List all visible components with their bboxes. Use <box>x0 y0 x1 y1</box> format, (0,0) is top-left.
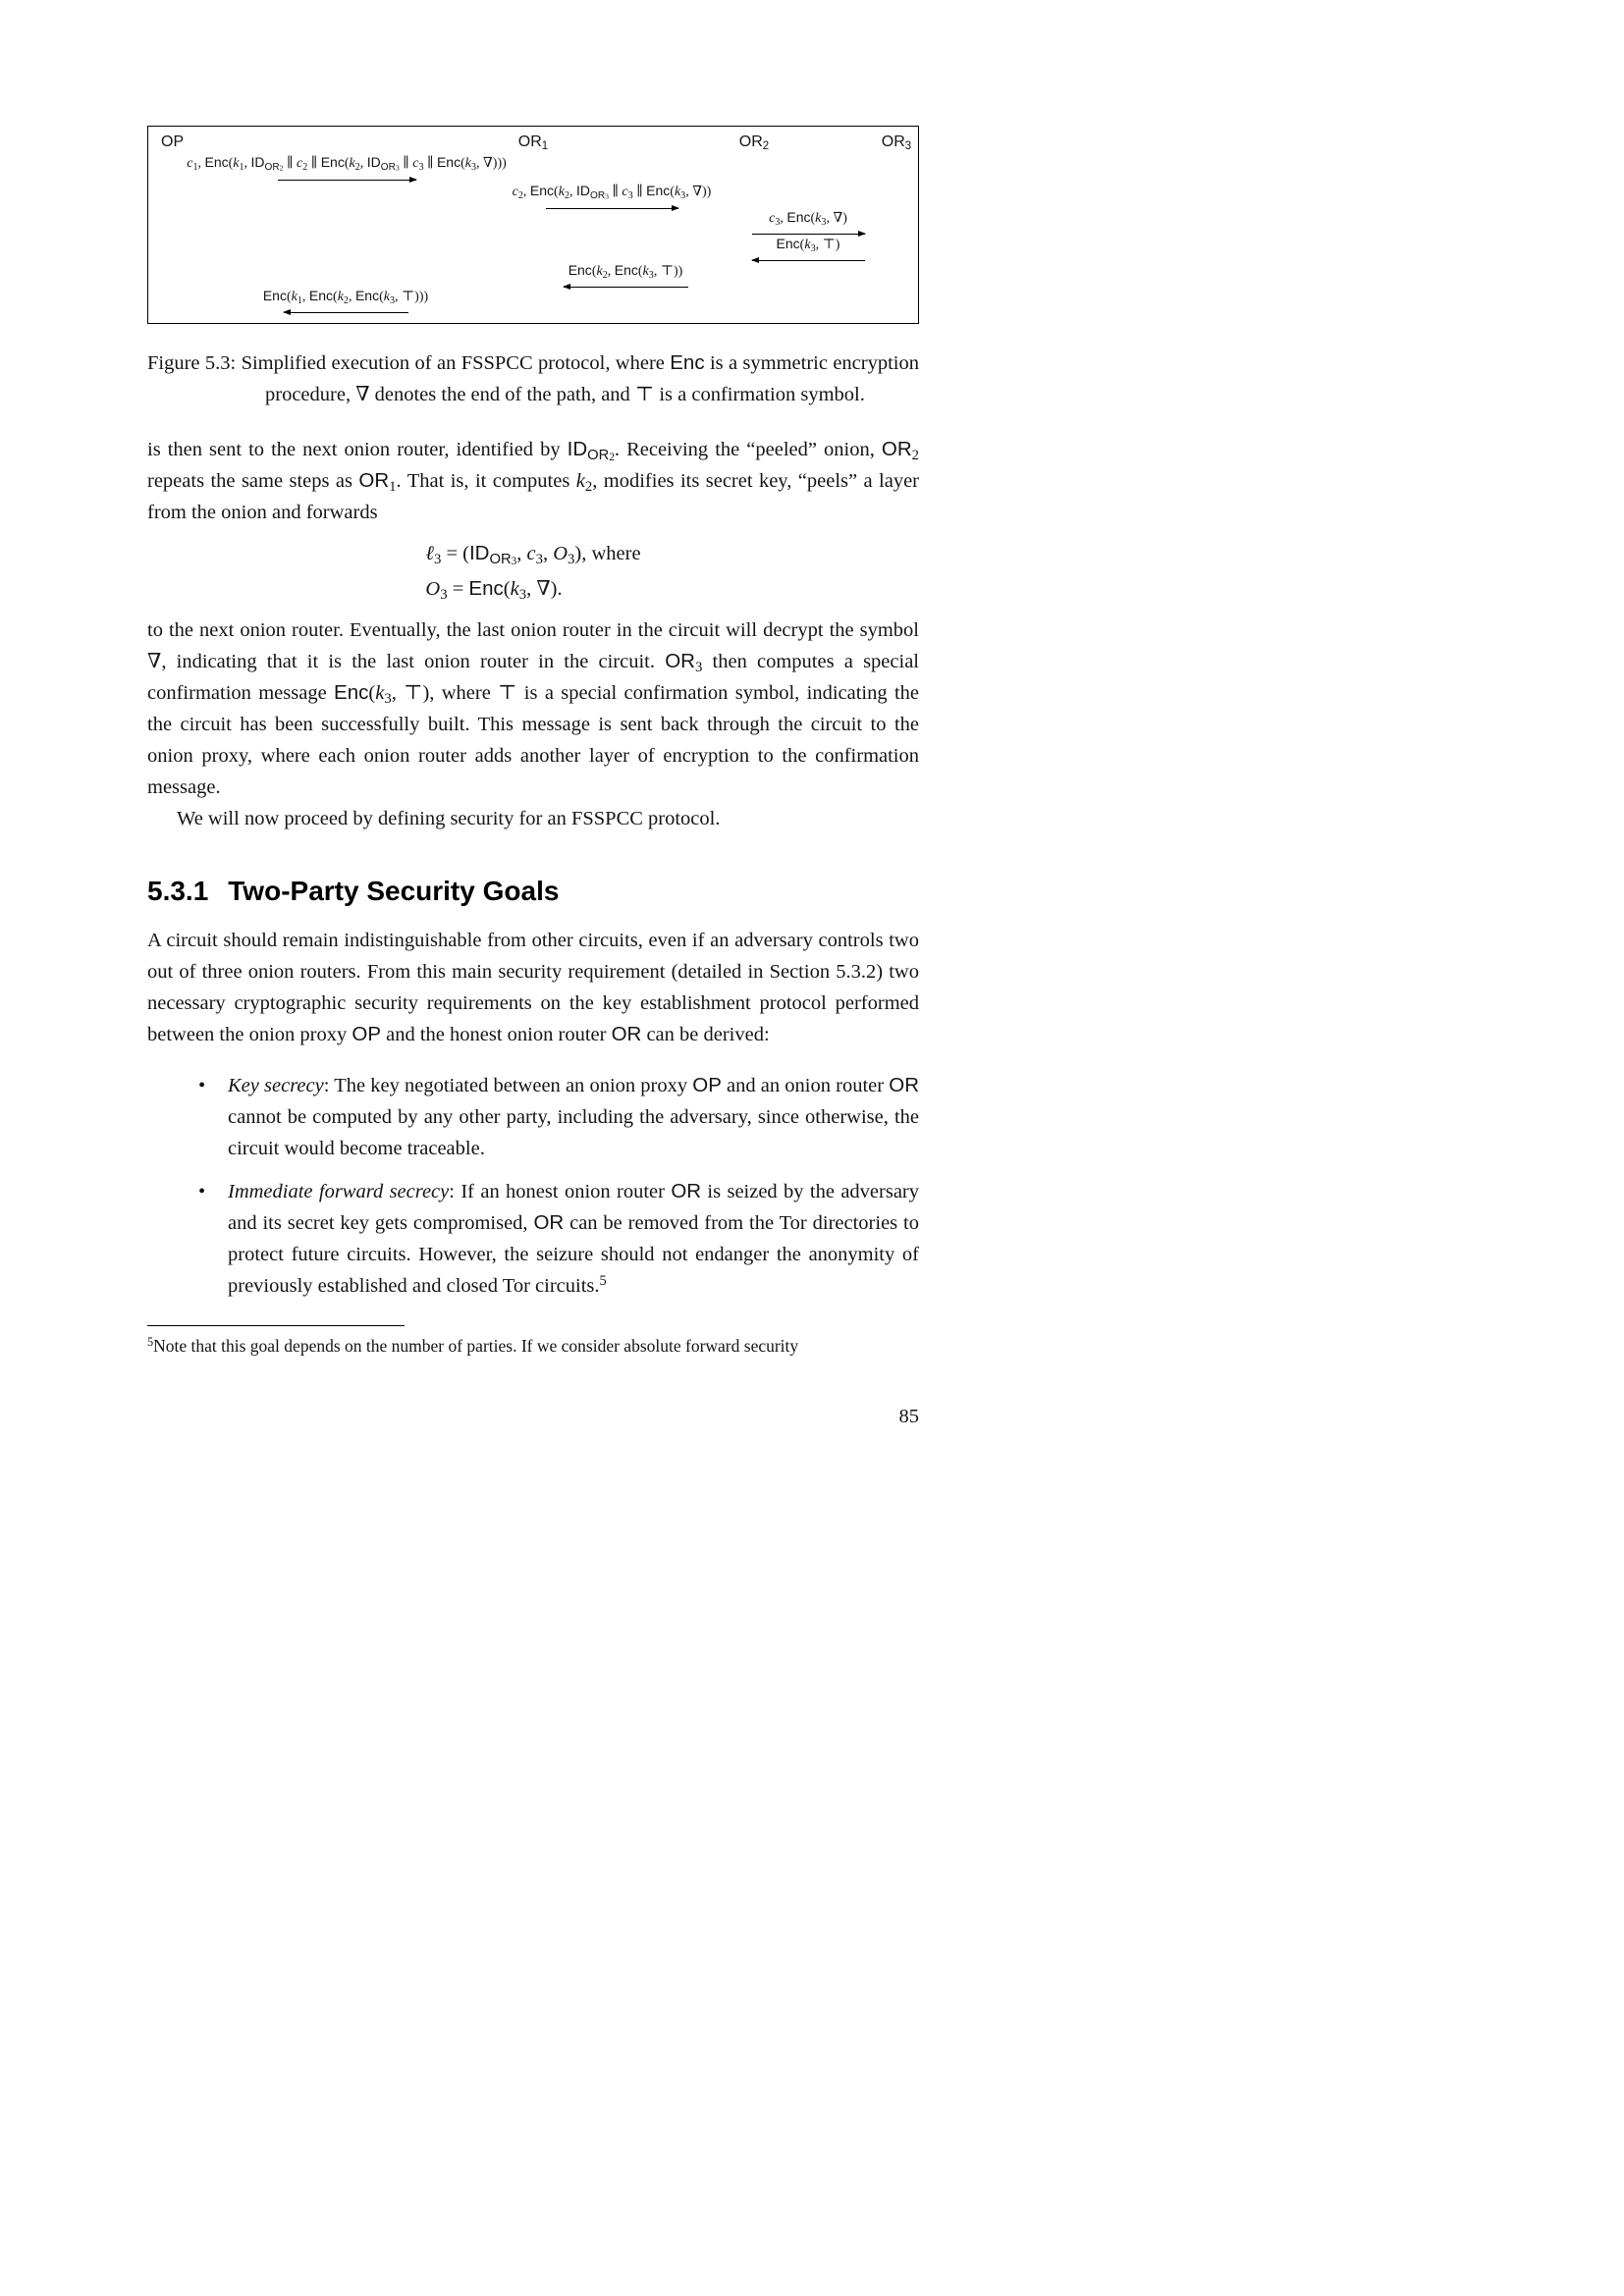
arrow-left-icon <box>564 287 688 288</box>
message-label-5: $Enc(k_2$, $Enc(k_3$, ⊤)) <box>568 262 683 281</box>
bullet-icon: • <box>198 1075 206 1096</box>
arrow-right-icon <box>546 208 678 209</box>
arrow-left-icon <box>284 312 408 313</box>
participant-or1: $OR_1$ <box>517 133 549 153</box>
message-label-2: $c_2$, $Enc(k_2$, $ID_{OR3}$ ∥ $c_3$ ∥ $Enc(k_3$, ∇)) <box>512 183 712 201</box>
section-paragraph: A circuit should remain indistinguishable from other circuits, even if an adversary controls two out of three onion routers. From this main security requirement (detailed in Section 5.3.2) two necessary cryptographic security requirements on the key establishment protocol performed between the onion proxy OP and the honest onion router OR can be derived: <box>147 930 919 1045</box>
message-label-6: $Enc(k_1$, $Enc(k_2$, $Enc(k_3$, ⊤))) <box>262 288 429 306</box>
figure-caption: Figure 5.3: Simplified execution of an FSSPCC protocol, where Enc is a symmetric encryption procedure, ∇ denotes the end of the path, and ⊤ is a confirmation symbol. <box>147 351 919 405</box>
section-title: Two-Party Security Goals <box>228 876 560 906</box>
list-item <box>147 1176 919 1302</box>
equation-line-2: $O_3 = Enc(k_3$, ∇). <box>425 577 563 604</box>
bullet-text: Immediate forward secrecy: If an honest onion router OR is seized by the adversary and its secret key gets compromised, OR can be removed from the Tor directories to protect future circuits. However, the seizure should not endanger the anonymity of previously established and closed Tor circuits.$^5$ <box>228 1180 919 1297</box>
message-label-1: $c_1$, $Enc(k_1$, $ID_{OR2}$ ∥ $c_2$ ∥ $Enc(k_2$, $ID_{OR3}$ ∥ $c_3$ ∥ $Enc(k_3$, ∇))) <box>187 154 507 173</box>
message-label-4: $Enc(k_3$, ⊤) <box>776 236 840 254</box>
equation-block <box>147 536 919 607</box>
arrow-right-icon <box>752 234 865 235</box>
paragraph-2: to the next onion router. Eventually, the last onion router in the circuit will decrypt the symbol ∇, indicating that it is the last onion router in the circuit. $OR_3$ then computes a special confirmation message $Enc(k_3$, ⊤), where ⊤ is a special confirmation symbol, indicating the the circuit has been successfully built. This message is sent back through the circuit to the onion proxy, where each onion router adds another layer of encryption to the confirmation message. <box>147 619 919 798</box>
protocol-figure <box>147 126 919 324</box>
bullet-list <box>147 1070 919 1302</box>
list-item <box>147 1070 919 1164</box>
footnote: $^5$Note that this goal depends on the number of parties. If we consider absolute forward security <box>147 1334 799 1356</box>
participant-or2: $OR_2$ <box>738 133 770 153</box>
bullet-text: Key secrecy: The key negotiated between an onion proxy OP and an onion router OR cannot be computed by any other party, including the adversary, since otherwise, the circuit would become traceable. <box>228 1074 920 1159</box>
arrow-left-icon <box>752 260 865 261</box>
section-number: 5.3.1 <box>147 876 209 906</box>
bullet-icon: • <box>198 1181 206 1202</box>
section-heading <box>147 876 919 907</box>
equation-lines <box>425 536 640 607</box>
message-label-3: $c_3$, $Enc(k_3$, ∇) <box>769 209 847 228</box>
paragraph-1: is then sent to the next onion router, identified by $ID_{OR2}$. Receiving the “peeled” onion, $OR_2$ repeats the same steps as $OR_1$. That is, it computes $k_2$, modifies its secret key, “peels” a layer from the onion and forwards <box>147 438 920 523</box>
participant-or3: $OR_3$ <box>881 133 912 153</box>
footnote-rule <box>147 1325 405 1326</box>
arrow-right-icon <box>278 180 416 181</box>
text-column <box>147 126 919 1428</box>
paragraph-3: We will now proceed by defining security for an FSSPCC protocol. <box>177 808 721 829</box>
equation-line-1: ℓ$_3$ = ($ID_{OR3}$, $c_3$, $O_3$), where <box>425 542 641 568</box>
participant-op: OP <box>161 133 185 150</box>
page-number: 85 <box>898 1406 919 1427</box>
